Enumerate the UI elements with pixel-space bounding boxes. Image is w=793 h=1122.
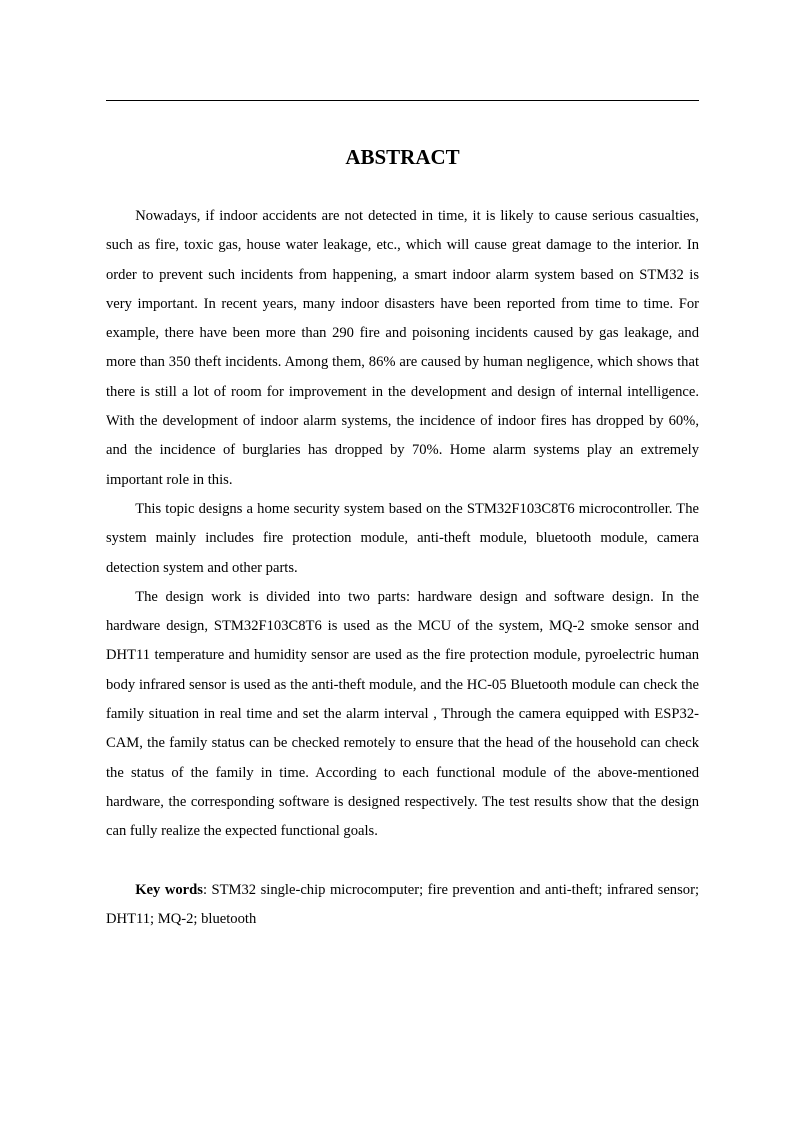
page-title: ABSTRACT xyxy=(345,145,460,169)
paragraph-spacer xyxy=(106,847,699,876)
abstract-paragraph-1: Nowadays, if indoor accidents are not detected in time, it is likely to cause serious casualties, such as fire, toxic gas, house water leakage, etc., which will cause great damage to the interior. In order to prevent such incidents from happening, a smart indoor alarm system based on STM32 is very important. In recent years, many indoor disasters have been reported from time to time. For example, there have been more than 290 fire and poisoning incidents caused by gas leakage, and more than 350 theft incidents. Among them, 86% are caused by human negligence, which shows that there is still a lot of room for improvement in the development and design of internal intelligence. With the development of indoor alarm systems, the incidence of indoor fires has dropped by 60%, and the incidence of burglaries has dropped by 70%. Home alarm systems play an extremely important role in this. xyxy=(106,208,699,488)
abstract-paragraph-3: The design work is divided into two parts: hardware design and software design. In the hardware design, STM32F103C8T6 is used as the MCU of the system, MQ-2 smoke sensor and DHT11 temperature and humidity sensor are used as the fire protection module, pyroelectric human body infrared sensor is used as the anti-theft module, and the HC-05 Bluetooth module can check the family situation in real time and set the alarm interval , Through the camera equipped with ESP32-CAM, the family status can be checked remotely to ensure that the head of the household can check the status of the family in time. According to each functional module of the above-mentioned hardware, the corresponding software is designed respectively. The test results show that the design can fully realize the expected functional goals. xyxy=(106,588,699,840)
keywords-paragraph xyxy=(106,876,699,935)
keywords-label: Key words xyxy=(135,881,203,898)
abstract-paragraph-2: This topic designs a home security system based on the STM32F103C8T6 microcontroller. The system mainly includes fire protection module, anti-theft module, bluetooth module, camera detection system and other parts. xyxy=(106,500,699,576)
abstract-body xyxy=(106,202,699,934)
header-rule xyxy=(106,100,699,101)
keywords-text: : STM32 single-chip microcomputer; fire prevention and anti-theft; infrared sensor; DHT11; MQ-2; bluetooth xyxy=(106,881,699,928)
